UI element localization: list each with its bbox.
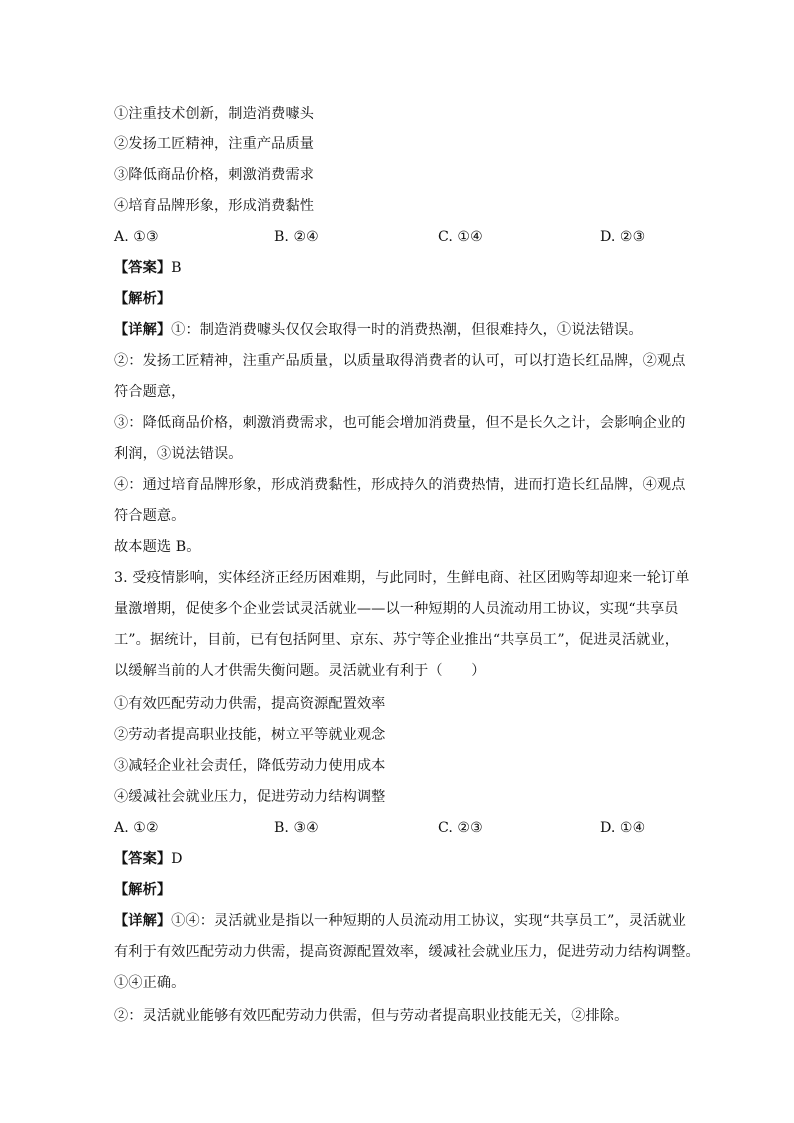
q2-detail-line-7: 符合题意。 xyxy=(114,508,186,524)
q3-option-c: C. ②③ xyxy=(438,820,483,836)
q3-answer-tag: 【答案】 xyxy=(114,851,172,867)
q2-detail-line-1 xyxy=(114,320,684,340)
q2-answer-line xyxy=(114,258,684,278)
q2-option-c: C. ①④ xyxy=(438,229,483,245)
q2-statement-4: ④培育品牌形象，形成消费黏性 xyxy=(114,198,315,214)
q2-detail-line-5: 利润，③说法错误。 xyxy=(114,446,243,462)
q3-detail-line-3: ①④正确。 xyxy=(114,975,186,991)
q3-option-a: A. ①② xyxy=(114,820,159,836)
q2-conclusion: 故本题选 B。 xyxy=(114,539,201,555)
q2-detail-line-2: ②：发扬工匠精神，注重产品质量，以质量取得消费者的认可，可以打造长红品牌，②观点 xyxy=(114,353,686,369)
q3-stem-line-2: 量激增期，促使多个企业尝试灵活就业——以一种短期的人员流动用工协议，实现“共享员 xyxy=(114,601,679,617)
q3-analysis-tag xyxy=(114,880,684,900)
q3-option-d: D. ①④ xyxy=(600,820,646,836)
q3-detail-line-2: 有利于有效匹配劳动力供需，提高资源配置效率，缓减社会就业压力，促进劳动力结构调整。 xyxy=(114,944,700,960)
q3-stem-line-4: 以缓解当前的人才供需失衡问题。灵活就业有利于（ ） xyxy=(114,663,486,679)
q2-options xyxy=(114,227,684,247)
q3-analysis-label: 【解析】 xyxy=(114,882,172,898)
q2-analysis-label: 【解析】 xyxy=(114,291,172,307)
q2-detail-text-1: ①：制造消费噱头仅仅会取得一时的消费热潮，但很难持久，①说法错误。 xyxy=(171,322,643,338)
q3-statement-1: ①有效匹配劳动力供需，提高资源配置效率 xyxy=(114,696,386,712)
q2-statement-1: ①注重技术创新，制造消费噱头 xyxy=(114,106,315,122)
q3-stem-line-3: 工”。据统计，目前，已有包括阿里、京东、苏宁等企业推出“共享员工”，促进灵活就业， xyxy=(114,632,679,648)
q3-detail-line-1 xyxy=(114,911,684,931)
q3-answer-line xyxy=(114,849,684,869)
q3-statement-4: ④缓减社会就业压力，促进劳动力结构调整 xyxy=(114,789,386,805)
q2-detail-line-3: 符合题意， xyxy=(114,384,186,400)
q3-answer-value: D xyxy=(171,851,183,867)
q2-option-d: D. ②③ xyxy=(600,229,646,245)
q3-option-b: B. ③④ xyxy=(274,820,319,836)
q2-option-b: B. ②④ xyxy=(274,229,319,245)
q3-statement-2: ②劳动者提高职业技能，树立平等就业观念 xyxy=(114,727,386,743)
q3-options xyxy=(114,818,684,838)
q3-detail-tag: 【详解】 xyxy=(114,913,172,929)
q2-answer-tag: 【答案】 xyxy=(114,260,172,276)
q2-statement-3: ③降低商品价格，刺激消费需求 xyxy=(114,167,315,183)
q3-statement-3: ③减轻企业社会责任，降低劳动力使用成本 xyxy=(114,758,386,774)
q3-stem-line-1: 3. 受疫情影响，实体经济正经历困难期，与此同时，生鲜电商、社区团购等却迎来一轮订单 xyxy=(114,570,690,586)
q2-option-a: A. ①③ xyxy=(114,229,159,245)
q2-detail-tag: 【详解】 xyxy=(114,322,172,338)
q3-detail-text-1: ①④：灵活就业是指以一种短期的人员流动用工协议，实现“共享员工”，灵活就业 xyxy=(171,913,686,929)
q2-detail-line-6: ④：通过培育品牌形象，形成消费黏性，形成持久的消费热情，进而打造长红品牌，④观点 xyxy=(114,477,686,493)
q3-detail-line-4: ②：灵活就业能够有效匹配劳动力供需，但与劳动者提高职业技能无关，②排除。 xyxy=(114,1008,629,1024)
q2-statement-2: ②发扬工匠精神，注重产品质量 xyxy=(114,136,315,152)
q2-detail-line-4: ③：降低商品价格，刺激消费需求，也可能会增加消费量，但不是长久之计，会影响企业的 xyxy=(114,415,686,431)
q2-analysis-tag xyxy=(114,289,684,309)
q2-answer-value: B xyxy=(171,260,182,276)
